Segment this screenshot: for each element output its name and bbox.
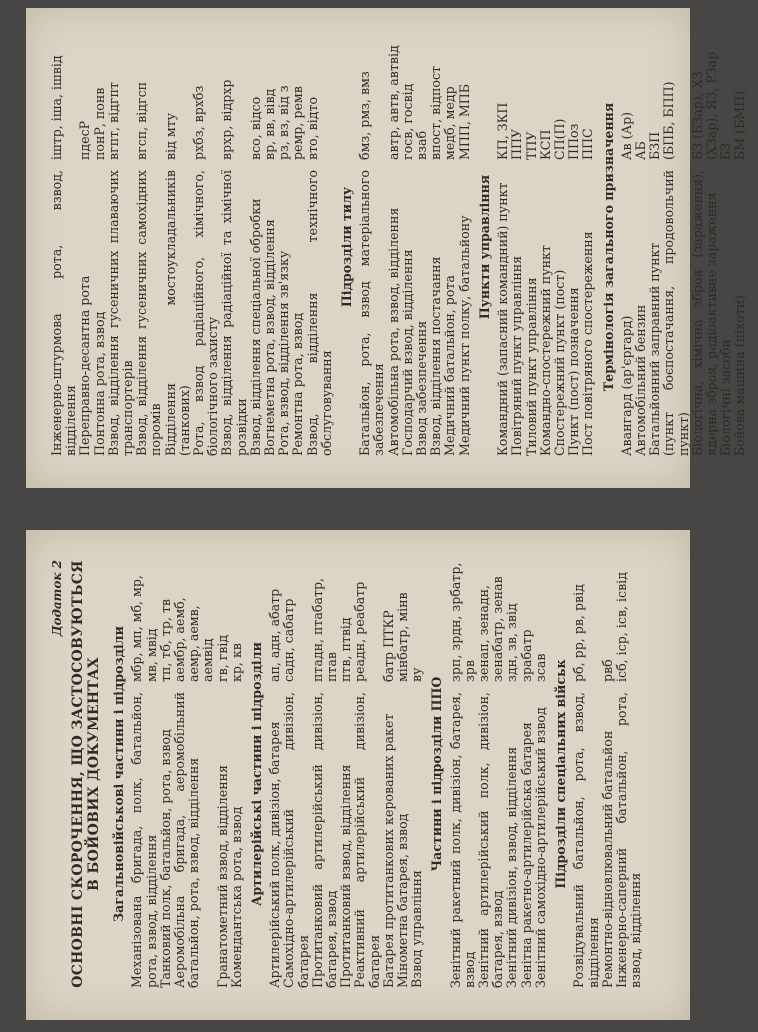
- term-text: Господарчий взвод, відділення: [399, 249, 415, 456]
- abbreviation-row: [311, 560, 339, 988]
- abbreviation-row: [173, 560, 216, 988]
- abbreviation-text: вто, відто: [304, 96, 320, 160]
- abbreviation-text: ППУ: [509, 128, 525, 160]
- abbreviation-text: тп, тб, тр, тв: [157, 598, 173, 682]
- abbreviation-text: понР, понв: [91, 87, 107, 160]
- term-text: Пост повітряного спостереження: [580, 231, 596, 456]
- term-text: Вогнеметна рота, взвод, відділення: [262, 219, 278, 456]
- lower-sections: [112, 560, 643, 988]
- term-text: Зенітний артилерійський полк, дивізіон, батарея, взвод: [476, 692, 506, 988]
- abbreviation-row: [159, 560, 173, 988]
- term-text: Ремонтно-відновлювальний батальйон: [599, 730, 615, 988]
- abbreviation-text: МПП, МПБ: [456, 84, 472, 160]
- term-text: Ремонтна рота, взвод: [290, 312, 306, 456]
- abbreviation-text: рб, рр, рв, рвід: [571, 584, 587, 682]
- abbreviation-text: реадн, реабатр: [352, 581, 368, 682]
- abbreviation-text: АБ: [632, 141, 648, 160]
- abbreviation-row: [130, 560, 158, 988]
- abbreviation-text: мінбатр, мінв: [395, 592, 411, 682]
- abbreviation-row: [353, 560, 381, 988]
- abbreviation-text: Ав (Ар): [618, 111, 634, 160]
- term-text: Взвод, відділення гусеничних самохідних поромів: [134, 170, 164, 456]
- upper-page: [26, 8, 748, 488]
- term-text: Протитанковий взвод, відділення: [338, 764, 354, 988]
- abbreviation-text: рвб: [599, 659, 615, 682]
- section-heading: Підрозділи тилу: [339, 186, 355, 308]
- term-text: Зенітний дивізіон, взвод, відділення: [504, 746, 520, 988]
- term-text: Комендантська рота, взвод: [228, 806, 244, 988]
- section-heading: Частини і підрозділи ППО: [429, 676, 445, 872]
- term-text: Взвод, відділення гусеничних плаваючих транспортерів: [105, 170, 136, 456]
- abbreviation-row: [525, 38, 539, 456]
- abbreviation-row: [263, 38, 277, 456]
- lower-page: [26, 530, 690, 1020]
- abbreviation-row: [496, 38, 510, 456]
- abbreviation-text: врхр, відрхр: [219, 79, 235, 160]
- abbreviation-row: [572, 560, 600, 988]
- abbreviation-row: [534, 560, 548, 988]
- abbreviation-row: [520, 560, 534, 988]
- abbreviation-text: вгпт, відгпт: [105, 82, 121, 160]
- abbreviation-row: [249, 38, 263, 456]
- term-text: Взвод управління: [409, 870, 425, 988]
- abbreviation-row: [443, 38, 457, 456]
- abbreviation-text: аембр, аемб, аемр, аемв, аемвід: [172, 597, 216, 682]
- abbreviation-text: гв, гвід: [214, 634, 230, 682]
- term-text: Батальйонний заправний пункт: [647, 242, 663, 456]
- abbreviation-row: [410, 560, 424, 988]
- abbreviation-text: впост, відпост: [428, 66, 444, 160]
- term-text: Танковий полк, батальйон, рота, взвод: [157, 729, 173, 988]
- abbreviation-row: [282, 560, 310, 988]
- term-text: Батарея протитанкових керованих ракет: [380, 713, 396, 988]
- term-text: Медичний батальйон, рота: [442, 275, 458, 456]
- term-text: Гранатометний взвод, відділення: [214, 765, 230, 988]
- abbreviation-row: [277, 38, 291, 456]
- abbreviation-text: від мту: [162, 112, 178, 160]
- abbreviation-text: пдесР: [77, 120, 93, 160]
- term-text: Авангард (ар'єргард): [618, 315, 634, 456]
- upper-page-body: [26, 8, 758, 488]
- abbreviation-row: [505, 560, 519, 988]
- term-text: Взвод, відділення постачання: [428, 256, 444, 456]
- lower-page-text: [26, 530, 690, 1020]
- term-text: Батальйон, рота, взвод матеріального забезпечення: [357, 170, 387, 456]
- abbreviation-text: зенап, зенадн, зенабатр, зенав: [476, 576, 506, 682]
- abbreviation-text: бмз, рмз, вмз: [357, 71, 373, 160]
- term-text: Повітряний пункт управління: [509, 255, 525, 456]
- abbreviation-text: рхбз, врхбз: [191, 85, 207, 160]
- abbreviation-text: мбр, мп, мб, мр, мв, мвід: [129, 575, 159, 682]
- abbreviation-text: медб, медр: [442, 86, 458, 160]
- abbreviation-row: [449, 560, 477, 988]
- term-text: Розвідувальний батальйон, рота, взвод, відділення: [571, 692, 601, 988]
- abbreviation-text: птв, птвід: [338, 617, 354, 682]
- abbreviation-text: іштр, іша, ішвід: [49, 55, 64, 160]
- abbreviation-text: ППС: [580, 128, 596, 160]
- abbreviation-row: [107, 38, 135, 456]
- term-text: Автомобільна рота, взвод, відділення: [385, 207, 401, 456]
- abbreviation-row: [620, 38, 634, 456]
- abbreviation-text: КСП: [537, 129, 553, 160]
- abbreviation-row: [662, 38, 690, 456]
- term-text: Пункт (пост) позначення: [566, 287, 582, 456]
- term-text: Автомобільний бензин: [632, 304, 648, 456]
- section-heading: Артилерійські частини і підрозділи: [249, 642, 265, 906]
- abbreviation-row: [135, 38, 163, 456]
- abbreviation-text: кр, кв: [228, 643, 244, 682]
- section-heading: Термінологія загального призначення: [600, 102, 616, 392]
- term-text: Спостережний пункт (пост): [551, 269, 567, 456]
- abbreviation-row: [78, 38, 92, 456]
- abbreviation-row: [192, 38, 220, 456]
- term-text: Медичний пункт полку, батальйону: [456, 215, 472, 456]
- abbreviation-row: [429, 38, 443, 456]
- section-heading: Пункти управління: [476, 174, 492, 320]
- abbreviation-row: [230, 560, 244, 988]
- term-text: Тиловий пункт управління: [523, 277, 539, 456]
- abbreviation-row: [510, 38, 524, 456]
- abbreviation-row: [387, 38, 401, 456]
- abbreviation-row: [634, 38, 648, 456]
- abbreviation-text: зрп, зрдн, зрбатр, зрв: [447, 562, 477, 682]
- abbreviation-text: рз, вз, від з: [276, 85, 292, 160]
- abbreviation-row: [733, 38, 747, 456]
- abbreviation-text: ТПУ: [523, 131, 539, 160]
- abbreviation-row: [401, 38, 415, 456]
- term-text: Зенітний ракетний полк, дивізіон, батарея, взвод: [447, 692, 477, 988]
- term-text: Мінометна батарея, взвод: [395, 813, 411, 988]
- abbreviation-row: [553, 38, 567, 456]
- term-text: Біологічні засоби: [718, 339, 734, 456]
- term-text: Взвод, відділення радіаційної та хімічної розвідки: [219, 170, 249, 456]
- term-text: Рота, взвод радіаційного, хімічного, біологічного захисту: [191, 170, 221, 456]
- abbreviation-text: зрабатр: [518, 629, 534, 682]
- term-text: Протитанковий артилерійський дивізіон, батарея, взвод: [309, 692, 340, 988]
- abbreviation-row: [477, 560, 505, 988]
- abbreviation-text: СП(П): [551, 118, 567, 160]
- abbreviation-row: [216, 560, 230, 988]
- abbreviation-text: БЗ (БЗар), ХЗ (ХЗар), ЯЗ, РЗар: [689, 51, 719, 160]
- abbreviation-text: птадн, птабатр, птав: [309, 577, 340, 682]
- section-heading: Загальновійськові частини і підрозділи: [111, 626, 127, 923]
- term-text: Взвод забезпечення: [414, 320, 430, 456]
- abbreviation-row: [601, 560, 615, 988]
- abbreviation-text: (БПБ, БПП): [661, 81, 677, 160]
- abbreviation-row: [291, 38, 305, 456]
- abbreviation-row: [415, 38, 429, 456]
- term-text: Зенітна ракетно-артилерійська батарея: [518, 722, 534, 988]
- term-text: (пункт боєпостачання, продовольчий пункт): [661, 170, 691, 456]
- abbreviation-text: всо, відсо: [247, 96, 263, 160]
- abbreviation-row: [691, 38, 719, 456]
- term-text: Понтонна рота, взвод: [91, 311, 107, 456]
- abbreviation-text: госв, госвід: [399, 83, 415, 160]
- abbreviation-row: [615, 560, 643, 988]
- term-text: Артилерійський полк, дивізіон, батарея: [267, 721, 283, 988]
- term-text: Бойова машина (піхоти): [732, 294, 748, 456]
- section-heading: Підрозділи спеціальних військ: [553, 659, 569, 889]
- term-text: Взвод, відділення технічного обслуговування: [304, 170, 334, 456]
- abbreviation-text: садн, сабатр: [281, 598, 297, 682]
- abbreviation-row: [268, 560, 282, 988]
- abbreviation-row: [358, 38, 386, 456]
- abbreviation-row: [648, 38, 662, 456]
- term-text: Реактивний артилерійський дивізіон, батарея: [352, 692, 382, 988]
- abbreviation-row: [50, 38, 78, 456]
- term-text: Інженерно-штурмова рота, взвод, відділення: [49, 170, 79, 456]
- abbreviation-text: зсав: [532, 653, 548, 682]
- abbreviation-text: БЗ: [718, 142, 734, 160]
- term-text: Зенітний самохідно-артилерійський взвод: [532, 707, 548, 988]
- abbreviation-row: [93, 38, 107, 456]
- abbreviation-text: батр ПТКР: [380, 610, 396, 682]
- lower-page-body: [26, 530, 653, 1020]
- term-text: Аеромобільна бригада, аеромобільний батальйон, рота, взвод, відділення: [172, 692, 202, 988]
- abbreviation-text: ву: [409, 667, 425, 682]
- term-text: Механізована бригада, полк, батальйон, рота, взвод, відділення: [129, 692, 159, 988]
- page-title: ОСНОВНІ СКОРОЧЕННЯ, ЩО ЗАСТОСОВУЮТЬСЯ В БОЙОВИХ ДОКУМЕНТАХ: [70, 560, 103, 988]
- term-text: Біологічна, хімічна зброя (зараження), ядерна зброя, радіоактивне зараження: [689, 170, 719, 456]
- abbreviation-row: [396, 560, 410, 988]
- appendix-label: Додаток 2: [50, 560, 64, 637]
- term-text: Командний (запасний командний) пункт: [495, 182, 511, 456]
- abbreviation-text: БЗП: [647, 131, 663, 160]
- term-text: Взвод, відділення спеціальної обробки: [247, 198, 263, 456]
- abbreviation-text: вр, вв, вівд: [262, 88, 278, 160]
- abbreviation-text: ап, адн, абатр: [267, 588, 283, 682]
- abbreviation-row: [220, 38, 248, 456]
- abbreviation-row: [581, 38, 595, 456]
- term-text: Командно-спостережний пункт: [537, 245, 553, 456]
- abbreviation-text: КП, ЗКП: [495, 102, 511, 160]
- term-text: Відділення мостоукладальників (танкових): [162, 170, 192, 456]
- abbreviation-row: [164, 38, 192, 456]
- abbreviation-text: ППоз: [566, 123, 582, 160]
- abbreviation-text: здн, зв, звід: [504, 603, 520, 682]
- term-text: Рота, взвод, відділення зв'язку: [276, 250, 292, 456]
- abbreviation-text: вгсп, відгсп: [134, 81, 150, 160]
- upper-page-text: [26, 8, 748, 488]
- abbreviation-row: [719, 38, 733, 456]
- abbreviation-text: автр, автв, автвід: [385, 45, 401, 160]
- abbreviation-row: [458, 38, 472, 456]
- abbreviation-row: [339, 560, 353, 988]
- abbreviation-row: [539, 38, 553, 456]
- term-text: Самохідно-артилерійський дивізіон, батарея: [281, 692, 311, 988]
- abbreviation-text: взаб: [414, 130, 430, 160]
- abbreviation-text: ремр, ремв: [290, 86, 306, 160]
- term-text: Переправно-десантна рота: [77, 275, 93, 456]
- abbreviation-row: [567, 38, 581, 456]
- term-text: Інженерно-саперний батальйон, рота, взвод, відділення: [613, 692, 644, 988]
- abbreviation-row: [382, 560, 396, 988]
- abbreviation-text: ісб, іср, ісв, ісвід: [613, 572, 629, 682]
- abbreviation-text: БМ (БМП): [732, 90, 748, 160]
- abbreviation-row: [306, 38, 334, 456]
